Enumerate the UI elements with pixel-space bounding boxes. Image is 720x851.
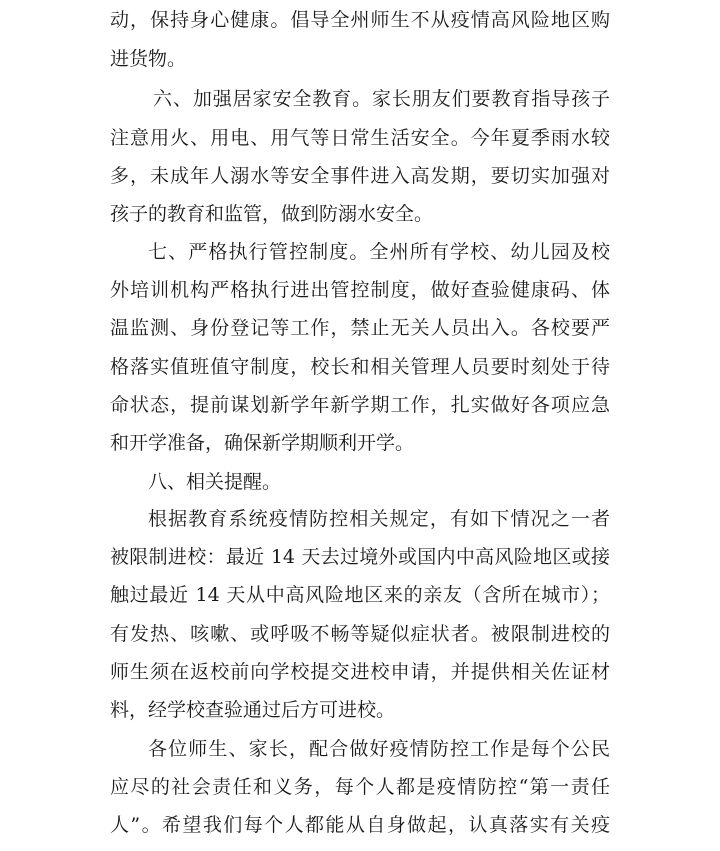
text-line: 和开学准备，确保新学期顺利开学。: [110, 432, 415, 454]
text-line: 被限制进校：最近 14 天去过境外或国内中高风险地区或接: [110, 546, 610, 568]
text-line: 有发热、咳嗽、或呼吸不畅等疑似症状者。被限制进校的: [110, 623, 610, 645]
text-line: 应尽的社会责任和义务，每个人都是疫情防控“第一责任: [110, 776, 610, 798]
text-line: 孩子的教育和监管，做到防溺水安全。: [110, 203, 434, 225]
text-line: 温监测、身份登记等工作，禁止无关人员出入。各校要严: [110, 317, 610, 339]
text-line: 格落实值班值守制度，校长和相关管理人员要时刻处于待: [110, 356, 610, 378]
text-line: 各位师生、家长，配合做好疫情防控工作是每个公民: [148, 738, 610, 760]
text-line: 多，未成年人溺水等安全事件进入高发期，要切实加强对: [110, 165, 610, 187]
section-eight-heading: 八、相关提醒。: [148, 471, 282, 493]
text-line: 人”。希望我们每个人都能从自身做起，认真落实有关疫: [110, 814, 610, 836]
text-line: 触过最近 14 天从中高风险地区来的亲友（含所在城市）；: [110, 584, 610, 606]
text-line: 进货物。: [110, 48, 187, 70]
text-line: 外培训机构严格执行进出管控制度，做好查验健康码、体: [110, 279, 610, 301]
text-line: 命状态，提前谋划新学年新学期工作，扎实做好各项应急: [110, 394, 610, 416]
text-line: 注意用火、用电、用气等日常生活安全。今年夏季雨水较: [110, 127, 610, 149]
text-line: 动，保持身心健康。倡导全州师生不从疫情高风险地区购: [110, 9, 610, 31]
section-seven-heading-line: 七、严格执行管控制度。全州所有学校、幼儿园及校: [148, 241, 610, 263]
text-line: 料，经学校查验通过后方可进校。: [110, 699, 396, 721]
text-line: 根据教育系统疫情防控相关规定，有如下情况之一者: [148, 508, 610, 530]
text-line: 师生须在返校前向学校提交进校申请，并提供相关佐证材: [110, 661, 610, 683]
section-six-heading-line: 六、加强居家安全教育。家长朋友们要教育指导孩子: [153, 88, 610, 110]
